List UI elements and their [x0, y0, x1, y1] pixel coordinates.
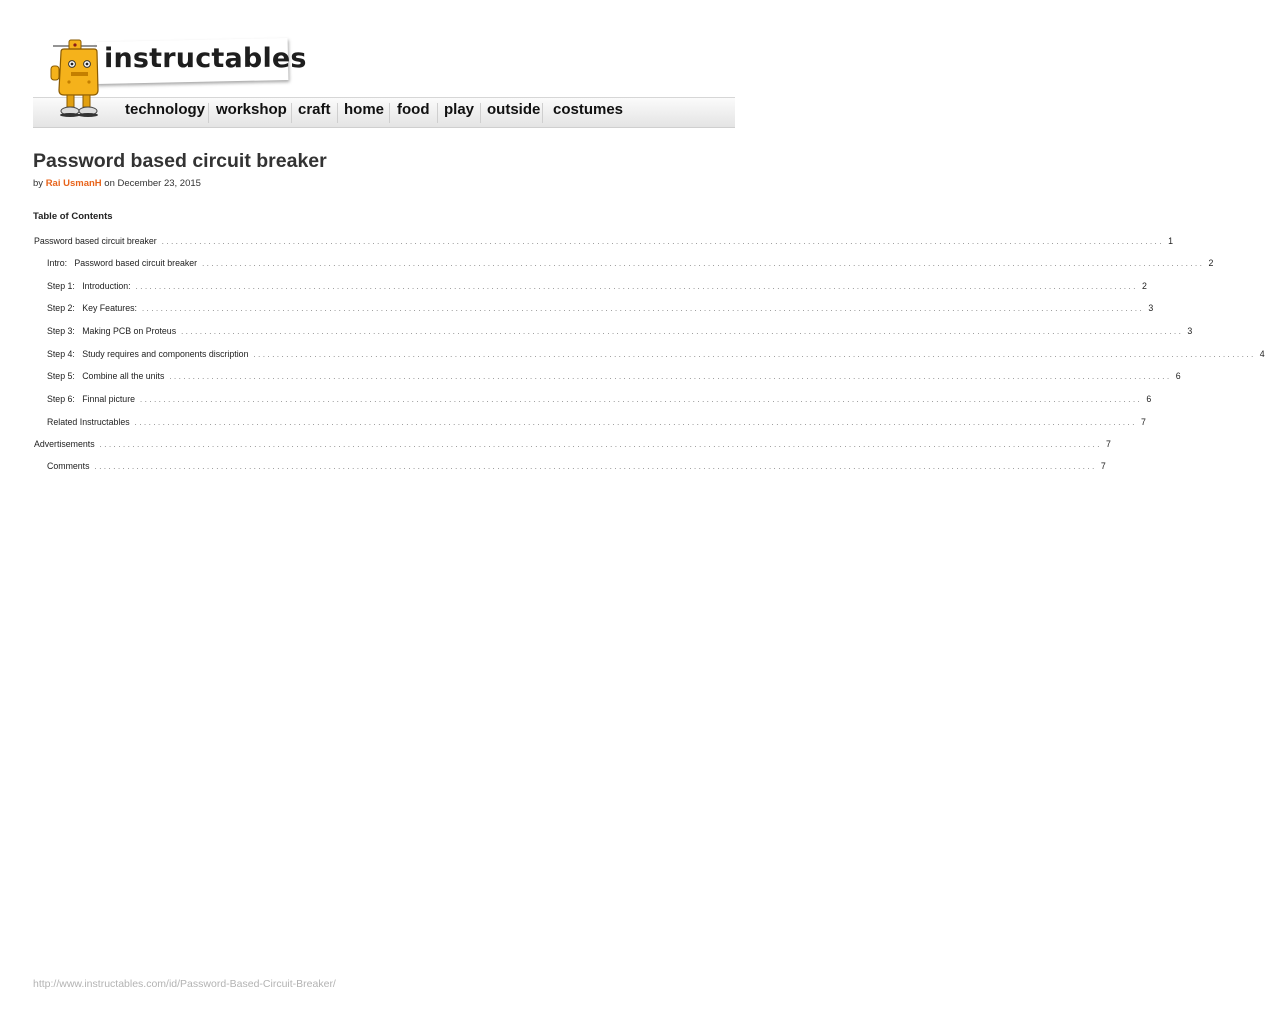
- toc-leader-dots: ......................................................................................................................................................................................................................: [135, 282, 1138, 291]
- nav-divider: [337, 103, 338, 123]
- byline-prefix: by: [33, 178, 44, 189]
- toc-entry[interactable]: [47, 258, 1214, 272]
- author-link[interactable]: Rai UsmanH: [45, 178, 102, 189]
- toc-heading: Table of Contents: [33, 211, 113, 222]
- toc-leader-dots: ......................................................................................................................................................................................................................: [181, 327, 1184, 336]
- toc-leader-dots: ......................................................................................................................................................................................................................: [202, 259, 1205, 268]
- toc-entry-page: 2: [1208, 258, 1214, 268]
- nav-divider: [389, 103, 390, 123]
- page-title: Password based circuit breaker: [33, 150, 327, 172]
- toc-entry[interactable]: [47, 281, 1147, 295]
- toc-leader-dots: ......................................................................................................................................................................................................................: [161, 237, 1165, 246]
- toc-entry-page: 6: [1146, 394, 1152, 404]
- toc-entry-page: 1: [1168, 236, 1173, 246]
- toc-entry[interactable]: [47, 349, 1265, 363]
- nav-home[interactable]: home: [344, 101, 385, 118]
- toc-entry-label: Step 6: Finnal picture: [47, 394, 136, 404]
- toc-leader-dots: ......................................................................................................................................................................................................................: [140, 395, 1143, 404]
- toc-entry-page: 3: [1148, 303, 1154, 313]
- publish-date: on December 23, 2015: [104, 178, 201, 189]
- footer-url[interactable]: http://www.instructables.com/id/Password-Based-Circuit-Breaker/: [33, 978, 336, 990]
- toc-entry-label: Step 4: Study requires and components discription: [47, 349, 249, 359]
- toc-leader-dots: ......................................................................................................................................................................................................................: [141, 304, 1145, 313]
- nav-workshop[interactable]: workshop: [216, 101, 287, 118]
- nav-divider: [542, 103, 543, 123]
- nav-divider: [437, 103, 438, 123]
- toc-entry-page: 7: [1140, 417, 1146, 427]
- toc-entry[interactable]: [47, 371, 1181, 385]
- toc-entry-page: 3: [1187, 326, 1193, 336]
- toc-leader-dots: ......................................................................................................................................................................................................................: [134, 418, 1137, 427]
- nav-divider: [480, 103, 481, 123]
- nav-craft[interactable]: craft: [298, 101, 331, 118]
- site-header: [0, 0, 768, 135]
- toc-entry-label: Password based circuit breaker: [34, 236, 157, 246]
- toc-entry-label: Comments: [47, 461, 90, 471]
- toc-entry-label: Step 2: Key Features:: [47, 303, 137, 313]
- toc-entry-page: 2: [1141, 281, 1147, 291]
- site-logo-text[interactable]: instructables: [104, 43, 307, 74]
- toc-entry-label: Advertisements: [34, 439, 95, 449]
- toc-entry[interactable]: [47, 461, 1106, 475]
- nav-outside[interactable]: outside: [487, 101, 541, 118]
- toc-entry[interactable]: [47, 303, 1154, 317]
- toc-entry-page: 7: [1105, 439, 1111, 449]
- toc-entry-label: Step 3: Making PCB on Proteus: [47, 326, 177, 336]
- toc-entry-label: Intro: Password based circuit breaker: [47, 258, 198, 268]
- toc-entry[interactable]: [47, 394, 1152, 408]
- byline: [33, 178, 201, 189]
- toc-leader-dots: ......................................................................................................................................................................................................................: [99, 440, 1102, 449]
- toc-entry[interactable]: [47, 417, 1146, 431]
- toc-entry-page: 4: [1259, 349, 1265, 359]
- toc-leader-dots: ......................................................................................................................................................................................................................: [169, 372, 1172, 381]
- toc-entry-page: 6: [1175, 371, 1181, 381]
- toc-entry-page: 7: [1100, 461, 1106, 471]
- toc-entry[interactable]: [34, 439, 1111, 453]
- category-nav: [33, 97, 735, 128]
- nav-divider: [291, 103, 292, 123]
- toc-entry[interactable]: [47, 326, 1193, 340]
- toc-leader-dots: ......................................................................................................................................................................................................................: [94, 462, 1097, 471]
- nav-divider: [208, 103, 209, 123]
- toc-entry-label: Step 5: Combine all the units: [47, 371, 165, 381]
- nav-technology[interactable]: technology: [125, 101, 206, 118]
- toc-entry[interactable]: [34, 236, 1173, 250]
- nav-food[interactable]: food: [397, 101, 430, 118]
- robot-mascot-icon: [47, 38, 109, 120]
- toc-entry-label: Step 1: Introduction:: [47, 281, 131, 291]
- toc-entry-label: Related Instructables: [47, 417, 130, 427]
- toc-leader-dots: ......................................................................................................................................................................................................................: [253, 350, 1256, 359]
- nav-costumes[interactable]: costumes: [553, 101, 624, 118]
- nav-play[interactable]: play: [444, 101, 475, 118]
